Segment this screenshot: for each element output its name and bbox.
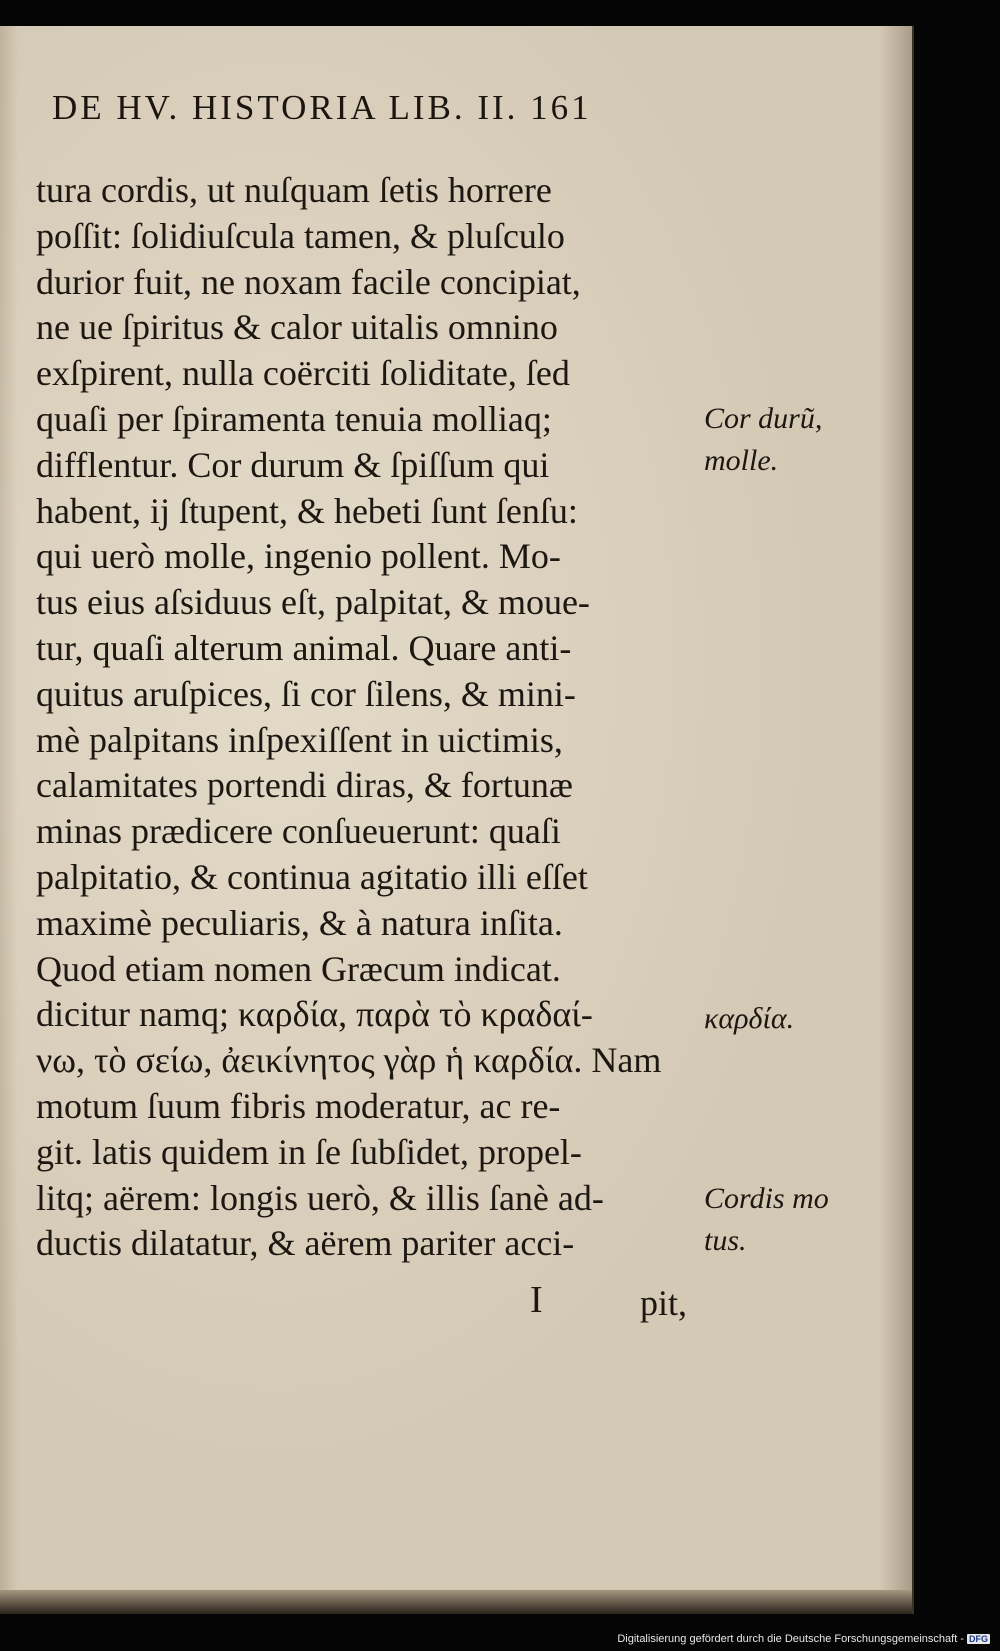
text-line: quitus aruſpices, ſi cor ſilens, & mini- [36,673,576,714]
text-line: tus eius aſsiduus eſt, palpitat, & moue- [36,582,590,623]
text-line: minas prædicere conſueuerunt: quaſi [36,811,561,852]
text-line: git. latis quidem in ſe ſubſidet, propel- [36,1131,582,1172]
running-header: DE HV. HISTORIA LIB. II. 161 [52,88,592,127]
margin-note-tus: tus. [704,1224,747,1257]
text-line: ne ue ſpiritus & calor uitalis omnino [36,307,558,348]
text-line: tur, quaſi alterum animal. Quare anti- [36,627,572,668]
text-line: tura cordis, ut nuſquam ſetis horrere [36,170,552,210]
margin-note-molle: molle. [704,444,779,477]
text-line: mè palpitans inſpexiſſent in uictimis, [36,719,563,760]
text-line: poſſit: ſolidiuſcula tamen, & pluſculo [36,215,565,256]
margin-note-kardia: καρδία. [704,1002,795,1035]
body-text [36,168,716,1267]
text-line: durior fuit, ne noxam facile concipiat, [36,261,581,302]
signature-mark: I [530,1279,543,1321]
text-line: ductis dilatatur, & aërem pariter acci- [36,1223,575,1264]
text-line: quaſi per ſpiramenta tenuia molliaq; [36,398,552,439]
text-line: qui uerò molle, ingenio pollent. Mo- [36,536,561,577]
text-line: calamitates portendi diras, & fortunæ [36,765,573,806]
dfg-logo: DFG [969,1634,988,1644]
text-line: palpitatio, & continua agitatio illi eſſet [36,856,588,897]
text-line: exſpirent, nulla coërciti ſoliditate, ſed [36,353,570,394]
text-line: maximè peculiaris, & à natura inſita. [36,902,563,943]
text-line: habent, ij ſtupent, & hebeti ſunt ſenſu: [36,490,578,531]
text-line: Quod etiam nomen Græcum indicat. [36,948,561,989]
page-edge [0,1590,912,1614]
text-line: difflentur. Cor durum & ſpiſſum qui [36,444,550,485]
digitization-credit [617,1633,990,1645]
text-line: dicitur namq; καρδία, παρὰ τὸ κραδαί- [36,994,593,1035]
credit-text: Digitalisierung gefördert durch die Deutsche Forschungsgemeinschaft - [617,1633,964,1645]
margin-note-cor-durum: Cor durũ, [704,402,823,435]
catchword: pit, [640,1283,688,1323]
text-line: litq; aërem: longis uerò, & illis ſanè ad- [36,1177,604,1218]
text-line: motum ſuum fibris moderatur, ac re- [36,1085,561,1126]
margin-note-cordis-motus: Cordis mo [704,1182,829,1215]
text-line: νω, τὸ σείω, ἀεικίνητος γὰρ ἡ καρδία. Nam [36,1040,662,1081]
